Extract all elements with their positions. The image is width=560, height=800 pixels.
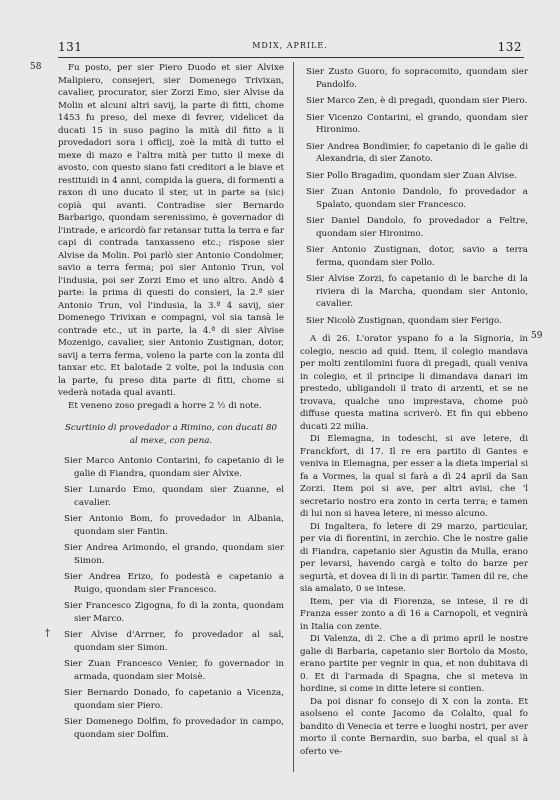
paragraph: Fu posto, per sier Piero Duodo et sier Alvixe Malipiero, consejeri, sier Domenego Trivixan, cavalier, procurator, sier Zorzi Emo, sier Alvise da Molin et alcuni altri savij, la parte di fitti, chome 1453 fu preso, del mexe di fevrer, videlicet da ducati 15 in suso pagino la mità dil fitto a li provedadori sora i officij, zoè la mità di tutto el mexe di mazo e l'altra mità per tutto il mexe di avosto, con questo siano fati creditori a le biave et restituidi in 4 anni, compida la guera, di formenti a raxon di uno ducato il ster, ut in parte sa (sic) copià qui avanti. Contradise sier Bernardo Barbarigo, quondam serenissimo, è governador di l'intrade, e aricordò far retansar tutta la terra e far capi di contrada tanxasseno etc.; rispose sier Alvise da Molin. Poi parlò sier Antonio Condolmer, savio a terra ferma; poi sier Antonio Trun, vol l'indusia, poi ser Zorzi Emo et uno altro. Andò 4 parte: la prima di questi do consieri, la 2.ª sier Antonio Trun, vol l'indusia, la 3.ª 4 savij, sier Domenego Trivixan e compagni, vol sia tansà le contrade etc., ut in parte, la 4.ª di sier Alvise Mozenigo, cavalier, sier Antonio Zustignan, dotor, savij a terra ferma, voleno la parte con la zonta dil tanxar etc. Et balotade 2 volte, poi la indusia con la parte, fu preso dita parte di fitti, chome si vederà notada qual avanti. — [58, 63, 285, 398]
right-column — [300, 62, 528, 758]
paragraph: Di Ingaltera, fo letere di 29 marzo, particular, per via di fiorentini, in zerchio. Che le nostre galie di Fiandra, capetanio sier Agustin da Mulla, erano per levarsi, havendo cargà e tolto do barze per segurtà, et dovea di lì in di partir. Tamen dil re, che sia amalato, 0 se intese. — [300, 521, 528, 594]
list-item: Sier Marco Zen, è di pregadi, quondam sier Piero. — [306, 96, 528, 106]
list-item: Sier Francesco Zigogna, fo di la zonta, quondam sier Marco. — [64, 601, 284, 624]
list-item: Sier Zuan Antonio Dandolo, fo provedador a Spalato, quondam sier Francesco. — [306, 187, 528, 210]
ballot-list — [58, 455, 284, 741]
list-item: Sier Domenego Dolfim, fo provedador in campo, quondam sier Dolfim. — [64, 717, 284, 740]
paragraph: Di Valenza, di 2. Che a dì primo april le nostre galie di Barbaria, capetanio sier Bortolo da Mosto, erano partite per vegnir in qua, et non dubitava di 0. Et di l'armada di Spagna, che si meteva in hordine, si come in ditte letere si contien. — [300, 634, 528, 694]
header-rule — [58, 57, 524, 58]
list-item: Sier Antonio Bom, fo provedador in Albania, quondam sier Fantin. — [64, 514, 284, 537]
list-item: Sier Lunardo Emo, quondam sier Zuanne, el cavalier. — [64, 485, 284, 508]
margin-number-58: 58 — [30, 62, 42, 72]
list-item: Sier Zusto Guoro, fo sopracomito, quondam sier Pandolfo. — [306, 67, 528, 90]
running-title: MDIX, APRILE. — [252, 41, 328, 50]
page-number-right: 132 — [497, 40, 522, 54]
paragraph: Da poi disnar fo consejo di X con la zonta. Et asolseno el conte Jacomo da Colalto, qual fo bandito di Venecia et terre e luoghi nostri, per aver morto il conte Bernardin, suo barba, el qual si à oferto ve- — [300, 696, 528, 757]
page-number-left: 131 — [58, 40, 83, 54]
section-heading: Scurtinio di provedador a Rimino, con ducati 80 al mexe, con pena. — [64, 423, 278, 446]
list-item: Sier Andrea Bondimier, fo capetanio di le galie di Alexandria, di sier Zanoto. — [306, 141, 528, 164]
list-item: Sier Marco Antonio Contarini, fo capetanio di le galie di Fiandra, quondam sier Alvixe. — [64, 456, 284, 479]
paragraph: Item, per via di Fiorenza, se intese, il re di Franza esser zonto a dì 16 a Carnopoli, et vegnirà in Italia con zente. — [300, 596, 528, 632]
dagger-mark: † — [45, 628, 50, 639]
list-item: Sier Andrea Erizo, fo podestà e capetanio a Ruigo, quondam sier Francesco. — [64, 572, 284, 595]
list-item: Sier Pollo Bragadim, quondam sier Zuan Alvise. — [306, 170, 517, 181]
list-item: Sier Antonio Zustignan, dotor, savio a terra ferma, quondam sier Pollo. — [306, 245, 528, 268]
list-item: Sier Daniel Dandolo, fo provedador a Feltre, quondam sier Hironimo. — [306, 216, 528, 239]
paragraph: A dì 26. L'orator yspano fo a la Signoria, in colegio, nescio ad quid. Item, il colegio mandava per molti zentilomini fuora di pregadi, quali veniva in colegio, et il principe li dimandava danari im prestedo, ubligandoli il trato di arzenti, et se ne trovava, qualche uno imprestava, chome può diffuse questa matina scriverò. Et fin qui ebbeno ducati 22 milia. — [300, 334, 528, 432]
paragraph: Di Elemagna, in todeschi, si ave letere, di Franckfort, di 17. Il re era partito di Gantes e veniva in Elemagna, per esser a la dieta imperial si fa a Vormes, la qual si farà a dì 24 april da San Zorzi. Item poi si ave, per altri avisi, che 'l secretario nostro era zonto in certa terra; e tamen di lui non si havea letere, ni messo alcuno. — [300, 434, 528, 519]
list-item: Sier Andrea Arimondo, el grando, quondam sier Simon. — [64, 543, 284, 566]
left-column — [58, 62, 284, 741]
running-header — [58, 40, 522, 54]
ballot-list-continued — [300, 66, 528, 327]
list-item: Sier Bernardo Donado, fo capetanio a Vicenza, quondam sier Piero. — [64, 688, 284, 711]
column-divider — [293, 62, 294, 772]
list-item: Sier Nicolò Zustignan, quondam sier Ferigo. — [306, 315, 502, 326]
paragraph: Et veneno zoso pregadi a horre 2 ½ di note. — [68, 400, 262, 411]
list-item: Sier Zuan Francesco Venier, fo governador in armada, quondam sier Moisè. — [64, 659, 284, 682]
list-item: Sier Alvise Zorzi, fo capetanio di le barche di la riviera di la Marcha, quondam sier Antonio, cavalier. — [306, 274, 528, 309]
list-item: Sier Vicenzo Contarini, el grando, quondam sier Hironimo. — [306, 112, 528, 135]
list-item: Sier Alvise d'Arrner, fo provedador al sal, quondam sier Simon. — [64, 630, 284, 653]
margin-number-59: 59 — [531, 331, 543, 341]
